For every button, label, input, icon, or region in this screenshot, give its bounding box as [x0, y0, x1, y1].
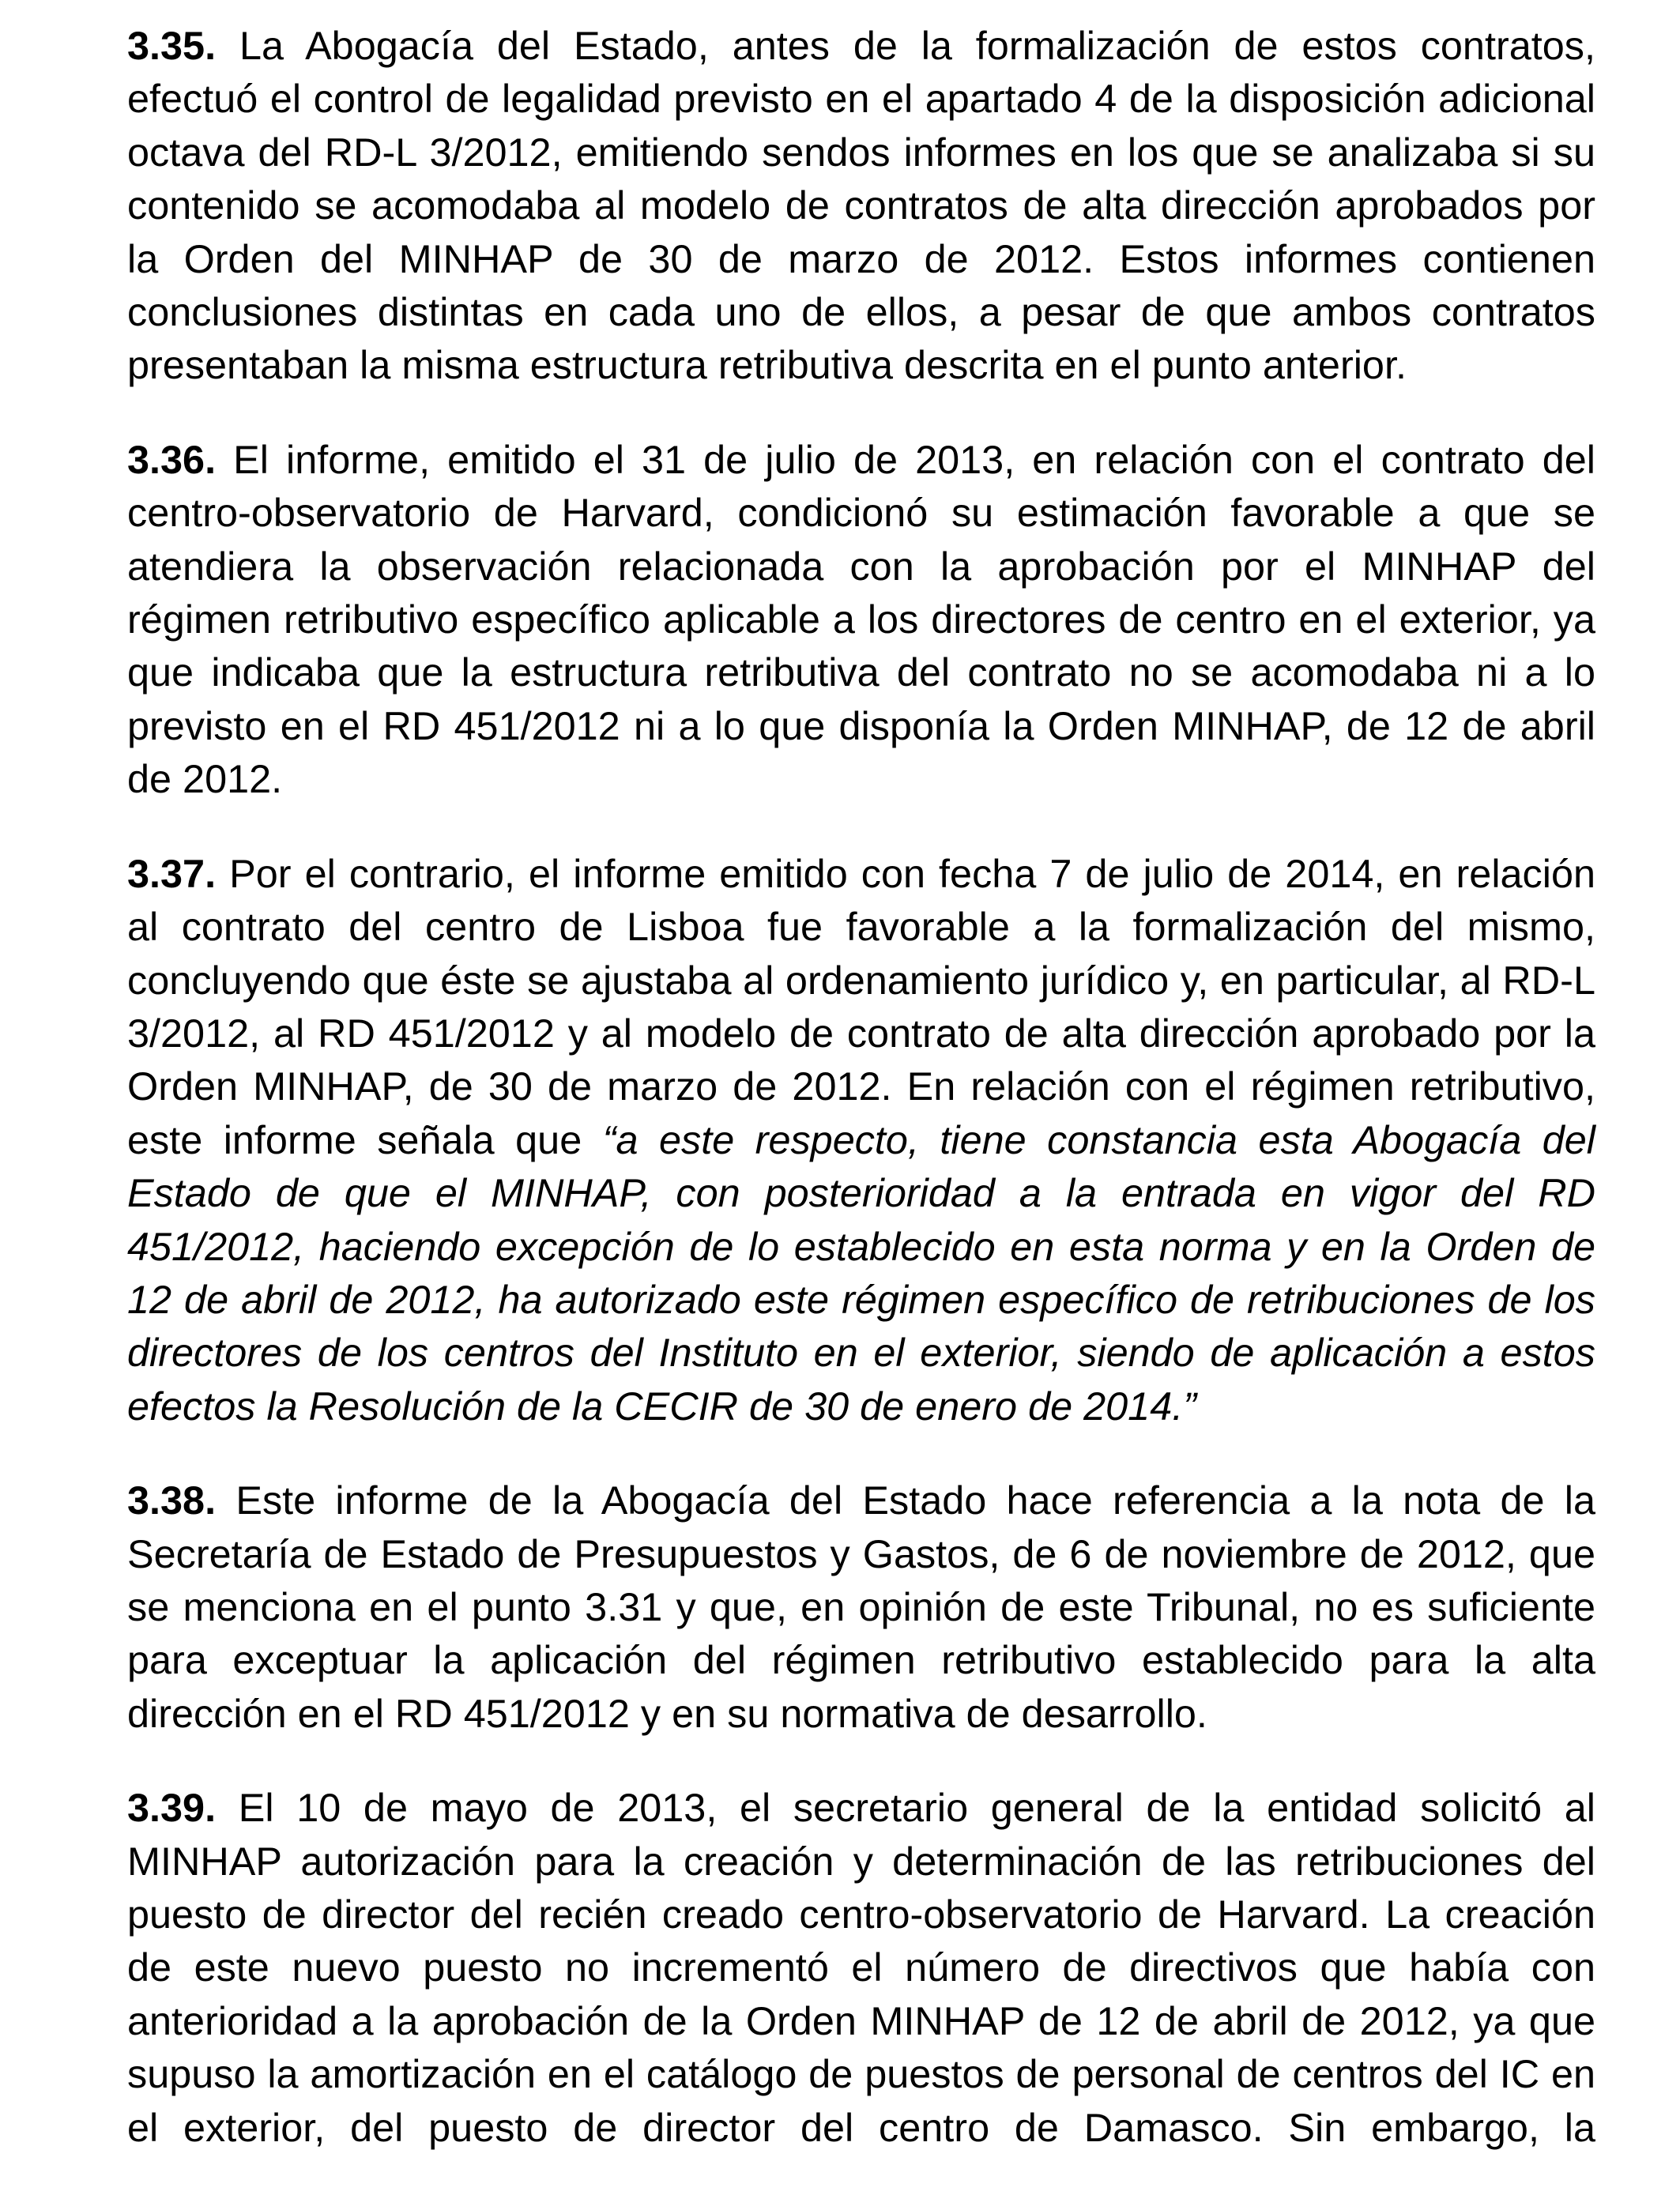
paragraph-text: El informe, emitido el 31 de julio de 2013, en relación con el contrato del centro-observatorio de Harvard, condicionó su estimación favorable a que se atendiera la observación relacionada con la aprobación por el MINHAP del régimen retributivo específico aplicable a los directores de centro en el exterior, ya que indicaba que la estructura retributiva del contrato no se acomodaba ni a lo previsto en el RD 451/2012 ni a lo que disponía la Orden MINHAP, de 12 de abril de 2012.: [127, 436, 1595, 802]
paragraph-text: La Abogacía del Estado, antes de la formalización de estos contratos, efectuó el control de legalidad previsto en el apartado 4 de la disposición adicional octava del RD-L 3/2012, emitiendo sendos informes en los que se analizaba si su contenido se acomodaba al modelo de contratos de alta dirección aprobados por la Orden del MINHAP de 30 de marzo de 2012. Estos informes contienen conclusiones distintas en cada uno de ellos, a pesar de que ambos contratos presentaban la misma estructura retributiva descrita en el punto anterior.: [127, 23, 1595, 388]
paragraph-number: 3.37.: [127, 850, 217, 896]
paragraph-text: Este informe de la Abogacía del Estado hace referencia a la nota de la Secretaría de Estado de Presupuestos y Gastos, de 6 de noviembre de 2012, que se menciona en el punto 3.31 y que, en opinión de este Tribunal, no es suficiente para exceptuar la aplicación del régimen retributivo establecido para la alta dirección en el RD 451/2012 y en su normativa de desarrollo.: [127, 1478, 1595, 1736]
paragraph-3-36: [127, 433, 1595, 806]
paragraph-3-39: [127, 1781, 1595, 2154]
paragraph-text: Por el contrario, el informe emitido con fecha 7 de julio de 2014, en relación al contrato del centro de Lisboa fue favorable a la formalización del mismo, concluyendo que éste se ajustaba al ordenamiento jurídico y, en particular, al RD-L 3/2012, al RD 451/2012 y al modelo de contrato de alta dirección aprobado por la Orden MINHAP, de 30 de marzo de 2012. En relación con el régimen retributivo, este informe señala que: [127, 850, 1595, 1162]
paragraph-number: 3.39.: [127, 1785, 217, 1831]
paragraph-number: 3.35.: [127, 23, 217, 68]
paragraph-3-37: [127, 847, 1595, 1433]
paragraph-3-35: [127, 19, 1595, 392]
paragraph-3-38: [127, 1474, 1595, 1740]
paragraph-text: El 10 de mayo de 2013, el secretario general de la entidad solicitó al MINHAP autorización para la creación y determinación de las retribuciones del puesto de director del recién creado centro-observatorio de Harvard. La creación de este nuevo puesto no incrementó el número de directivos que había con anterioridad a la aprobación de la Orden MINHAP de 12 de abril de 2012, ya que supuso la amortización en el catálogo de puestos de personal de centros del IC en el exterior, del puesto de director del centro de Damasco. Sin embargo, la: [127, 1785, 1595, 2150]
paragraph-number: 3.38.: [127, 1478, 217, 1523]
paragraph-number: 3.36.: [127, 436, 217, 482]
document-page: [127, 19, 1595, 2195]
quoted-text: “a este respecto, tiene constancia esta Abogacía del Estado de que el MINHAP, con posterioridad a la entrada en vigor del RD 451/2012, haciendo excepción de lo establecido en esta norma y en la Orden de 12 de abril de 2012, ha autorizado este régimen específico de retribuciones de los directores de los centros del Instituto en el exterior, siendo de aplicación a estos efectos la Resolución de la CECIR de 30 de enero de 2014.”: [127, 1116, 1595, 1429]
